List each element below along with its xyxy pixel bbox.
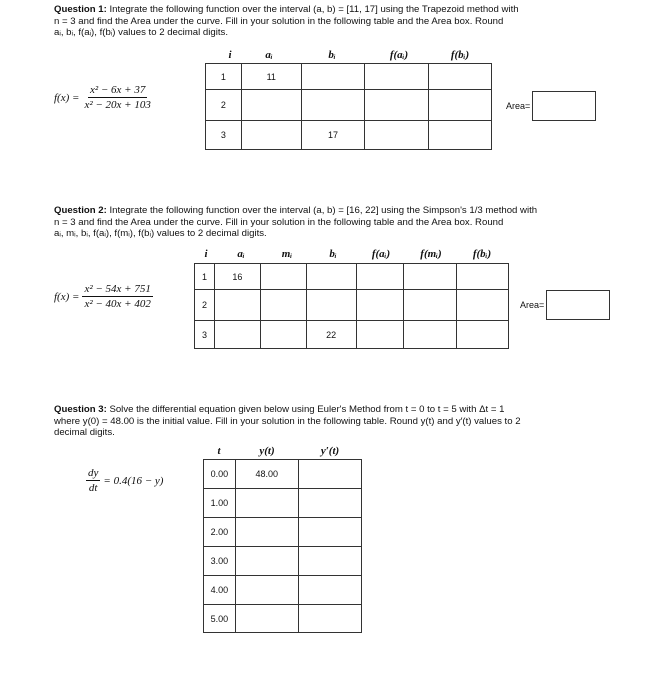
q2-header-fb: f(bᵢ) <box>472 248 492 260</box>
q1-cell-b[interactable]: 17 <box>301 121 365 150</box>
q1-cell-fa[interactable] <box>365 90 429 121</box>
q1-header-i: i <box>228 49 232 61</box>
q3-cell-t: 2.00 <box>204 518 236 547</box>
q2-table <box>194 263 509 349</box>
q1-area <box>506 91 596 121</box>
q1-area-input[interactable] <box>532 91 596 121</box>
q3-cell-yprime[interactable] <box>298 576 361 605</box>
table-row <box>195 321 509 349</box>
question-2-label: Question 2: <box>54 205 107 216</box>
q1-header-fb: f(bᵢ) <box>450 49 470 61</box>
q1-header-fa: f(aᵢ) <box>389 49 409 61</box>
q2-function-numerator: x² − 54x + 751 <box>84 283 151 295</box>
q1-function-fraction <box>82 84 152 111</box>
question-1-line-1: Integrate the following function over the interval (a, b) = [11, 17] using the Trapezoid method with <box>106 4 519 15</box>
question-2-text <box>54 205 604 240</box>
question-1-label: Question 1: <box>54 4 107 15</box>
q3-header-yprime: y′(t) <box>320 445 340 457</box>
q2-cell-b[interactable] <box>306 264 356 290</box>
q2-cell-a[interactable]: 16 <box>214 264 260 290</box>
table-row <box>206 121 492 150</box>
table-row <box>204 489 362 518</box>
q2-cell-m[interactable] <box>260 290 306 321</box>
table-row <box>204 605 362 633</box>
q3-equation-fraction <box>86 467 100 494</box>
q1-cell-fb[interactable] <box>429 90 492 121</box>
question-3-label: Question 3: <box>54 404 107 415</box>
table-row <box>195 264 509 290</box>
q1-cell-fb[interactable] <box>429 121 492 150</box>
q1-cell-a[interactable] <box>241 121 301 150</box>
q2-cell-fb[interactable] <box>457 264 509 290</box>
q2-cell-fb[interactable] <box>457 290 509 321</box>
q2-cell-a[interactable] <box>214 321 260 349</box>
q2-cell-fm[interactable] <box>404 264 457 290</box>
q2-function-lhs: f(x) = <box>54 290 80 303</box>
q2-cell-fm[interactable] <box>404 290 457 321</box>
q1-function-lhs: f(x) = <box>54 91 80 104</box>
q2-function <box>54 283 153 310</box>
q2-function-denominator: x² − 40x + 402 <box>84 298 151 310</box>
q2-cell-b[interactable] <box>306 290 356 321</box>
q1-cell-i: 2 <box>206 90 242 121</box>
question-1-text <box>54 4 604 39</box>
q2-cell-fb[interactable] <box>457 321 509 349</box>
q1-cell-i: 1 <box>206 64 242 90</box>
q2-cell-b[interactable]: 22 <box>306 321 356 349</box>
q2-cell-fa[interactable] <box>356 264 404 290</box>
q2-cell-i: 1 <box>195 264 215 290</box>
q1-header-b: bᵢ <box>328 49 336 61</box>
q3-cell-y[interactable] <box>235 489 298 518</box>
q3-cell-t: 3.00 <box>204 547 236 576</box>
q2-area-label: Area= <box>520 300 545 310</box>
q1-cell-i: 3 <box>206 121 242 150</box>
q1-cell-a[interactable] <box>241 90 301 121</box>
q3-cell-yprime[interactable] <box>298 605 361 633</box>
q2-cell-a[interactable] <box>214 290 260 321</box>
q2-header-fm: f(mᵢ) <box>420 248 442 260</box>
table-row <box>195 290 509 321</box>
q2-cell-i: 3 <box>195 321 215 349</box>
q2-cell-m[interactable] <box>260 264 306 290</box>
q1-cell-a[interactable]: 11 <box>241 64 301 90</box>
q3-header-y: y(t) <box>259 445 275 457</box>
q3-cell-y[interactable] <box>235 605 298 633</box>
q1-function <box>54 84 153 111</box>
q2-cell-fa[interactable] <box>356 321 404 349</box>
q3-cell-y[interactable] <box>235 547 298 576</box>
q1-function-denominator: x² − 20x + 103 <box>84 99 151 111</box>
q3-cell-y[interactable] <box>235 576 298 605</box>
q3-cell-yprime[interactable] <box>298 489 361 518</box>
table-row <box>204 460 362 489</box>
q3-cell-y[interactable]: 48.00 <box>235 460 298 489</box>
q3-equation <box>86 467 163 494</box>
q1-cell-b[interactable] <box>301 64 365 90</box>
q3-cell-yprime[interactable] <box>298 460 361 489</box>
question-3-line-3: decimal digits. <box>54 427 115 439</box>
q3-header-t: t <box>217 445 221 457</box>
q3-cell-t: 4.00 <box>204 576 236 605</box>
q2-area <box>520 290 610 320</box>
q2-cell-m[interactable] <box>260 321 306 349</box>
q3-cell-yprime[interactable] <box>298 547 361 576</box>
q1-cell-fb[interactable] <box>429 64 492 90</box>
q1-cell-fa[interactable] <box>365 121 429 150</box>
table-row <box>206 90 492 121</box>
q2-header-i: i <box>204 248 208 260</box>
question-3-line-1: Solve the differential equation given below using Euler's Method from t = 0 to t = 5 with Δt = 1 <box>106 404 505 415</box>
q1-table <box>205 63 492 150</box>
table-row <box>206 64 492 90</box>
q3-table <box>203 459 362 633</box>
q2-header-b: bᵢ <box>329 248 337 260</box>
question-3-line-2: where y(0) = 48.00 is the initial value. Fill in your solution in the following table. Round y(t) and y′(t) values to 2 <box>54 415 521 427</box>
table-row <box>204 576 362 605</box>
table-row <box>204 518 362 547</box>
q1-area-label: Area= <box>506 101 531 111</box>
q3-cell-t: 5.00 <box>204 605 236 633</box>
q2-cell-fm[interactable] <box>404 321 457 349</box>
q2-header-m: mᵢ <box>281 248 293 260</box>
q1-function-numerator: x² − 6x + 37 <box>89 84 146 96</box>
q3-equation-rhs: = 0.4(16 − y) <box>103 474 164 487</box>
q1-cell-b[interactable] <box>301 90 365 121</box>
q2-area-input[interactable] <box>546 290 610 320</box>
q3-cell-y[interactable] <box>235 518 298 547</box>
question-3-text <box>54 404 604 439</box>
q3-equation-denominator: dt <box>88 482 98 494</box>
table-row <box>204 547 362 576</box>
question-1-line-2: n = 3 and find the Area under the curve. Fill in your solution in the following table and the Area box. Round <box>54 15 504 27</box>
q1-header-a: aᵢ <box>265 49 273 61</box>
q2-cell-i: 2 <box>195 290 215 321</box>
q2-function-fraction <box>82 283 152 310</box>
question-2-line-2: n = 3 and find the Area under the curve. Fill in your solution in the following table and the Area box. Round <box>54 216 504 228</box>
q2-header-fa: f(aᵢ) <box>371 248 391 260</box>
q1-cell-fa[interactable] <box>365 64 429 90</box>
q2-header-a: aᵢ <box>237 248 245 260</box>
question-2-line-1: Integrate the following function over the interval (a, b) = [16, 22] using the Simpson's 1/3 method with <box>106 205 538 216</box>
q3-equation-numerator: dy <box>88 467 99 479</box>
q3-cell-yprime[interactable] <box>298 518 361 547</box>
question-2-line-3: aᵢ, mᵢ, bᵢ, f(aᵢ), f(mᵢ), f(bᵢ) values to 2 decimal digits. <box>54 228 267 240</box>
q2-cell-fa[interactable] <box>356 290 404 321</box>
q3-cell-t: 0.00 <box>204 460 236 489</box>
q3-cell-t: 1.00 <box>204 489 236 518</box>
question-1-line-3: aᵢ, bᵢ, f(aᵢ), f(bᵢ) values to 2 decimal digits. <box>54 27 228 39</box>
